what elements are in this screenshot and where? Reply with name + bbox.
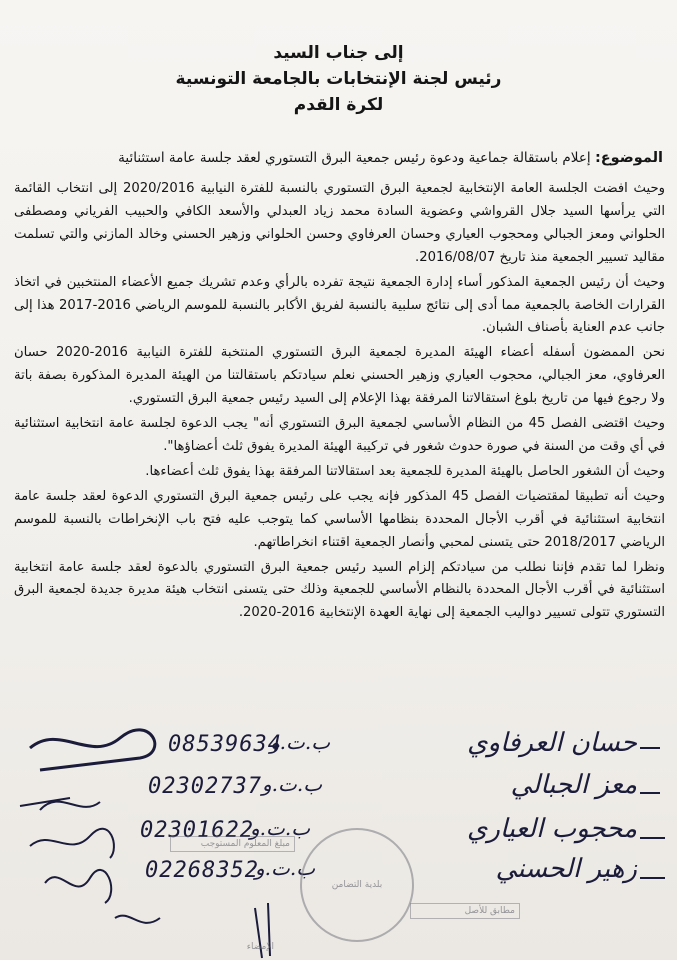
letter-body [14,178,665,627]
body-paragraph: وحيث أن رئيس الجمعية المذكور أساء إدارة الجمعية نتيجة تفرده بالرأي وعدم تشريك جميع الأعضاء المنتخبين في اتخاذ القرارات الخاصة بالجمعية مما أدى إلى نتائج سلبية بالنسبة لفريق الأكابر بالنسبة للموسم الرياضي 2016-2017 هذا إلى جانب عدم العناية بأصناف الشبان. [14,274,665,336]
legalization-stamp [170,836,295,852]
subject-line [20,148,663,168]
body-paragraph: وحيث أن الشغور الحاصل بالهيئة المديرة للجمعية بعد استقالاتنا المرفقة بهذا يفوق ثلث أعضاءها. [145,463,665,479]
signatory-id-label: ب.ت.و [270,730,331,754]
stamp-text: الإمضاء [246,942,274,952]
certified-stamp [410,903,520,919]
signatory-name: محجوب العياري [466,814,637,844]
signatory-id-number: 02268352 [145,858,259,883]
subject-label: الموضوع: [594,150,663,166]
signature-label-stamp [225,940,278,954]
subject-text: إعلام باستقالة جماعية ودعوة رئيس جمعية البرق التستوري لعقد جلسة عامة استثنائية [118,150,591,166]
body-paragraph: وحيث أنه تطبيقا لمقتضيات الفصل 45 المذكور فإنه يجب على رئيس جمعية البرق التستوري الدعوة لعقد جلسة عامة انتخابية استثنائية في أقرب الأجال المحددة بنظامها الأساسي كما يتوجب عليه فتح باب الإنخراطات بالنسبة للموسم الرياضي 2018/2017 حتى يتسنى لمحبي وأنصار الجمعية اقتناء انخراطاتهم. [14,488,665,550]
municipality-stamp [300,828,414,942]
body-paragraph: وحيث اقتضى الفصل 45 من النظام الأساسي لجمعية البرق التستوري أنه" يجب الدعوة لجلسة عامة انتخابية استثنائية في أي وقت من السنة في صورة حدوث شغور في تركيبة الهيئة المديرة يفوق ثلث أعضاؤها". [14,416,665,454]
signatory-id-number: 02301622 [140,818,254,843]
signatory-id-label: ب.ت.و [250,816,311,840]
signatory-row [0,770,677,810]
header-line-3: لكرة القدم [293,95,384,115]
signatory-id-label: ب.ت.و [262,772,323,796]
header-line-2: رئيس لجنة الإنتخابات بالجامعة التونسية [175,69,502,89]
signatures-block [0,718,677,960]
stamp-text: بلدية التضامن [331,880,383,890]
body-paragraph: وحيث افضت الجلسة العامة الإنتخابية لجمعية البرق التستوري بالنسبة للفترة النيابية 2020/2016 إلى انتخاب القائمة التي يرأسها السيد جلال القرواشي وعضوية السادة محمد زياد العبدلي والأسعد الكافي والحبيب الفرياني ومصطفى الحلواني ومعز الجبالي ومحجوب العياري وحسان العرفاوي وحسن الحلواني وزهير الحسني وخالد المازني والتي تسلمت مقاليد تسيير الجمعية منذ تاريخ 2016/08/07. [14,181,665,265]
body-paragraph: ونظرا لما تقدم فإننا نطلب من سيادتكم إلزام السيد رئيس جمعية البرق التستوري بالدعوة لعقد جلسة عامة انتخابية استثنائية في أقرب الأجال المحددة بالنظام الأساسي للجمعية وذلك حتى يتسنى انتخاب هيئة مديرة جديدة لجمعية البرق التستوري تتولى تسيير دواليب الجمعية إلى نهاية العهدة الإنتخابية 2016-2020. [14,559,665,621]
signatory-id-number: 02302737 [148,774,262,799]
signatory-id-label: ب.ت.و [255,856,316,880]
signature-scribble-5 [115,916,160,923]
signatory-row [0,728,677,768]
signatory-name: حسان العرفاوي [467,728,637,758]
signatory-name: زهير الحسني [495,854,637,884]
signatory-id-number: 08539634 [168,732,282,757]
stamp-text: مطابق للأصل [464,906,515,916]
header-line-1: إلى جناب السيد [273,43,404,63]
signatory-name: معز الجبالي [510,770,637,800]
letter-header [0,40,677,118]
body-paragraph: نحن الممضون أسفله أعضاء الهيئة المديرة لجمعية البرق التستوري المنتخبة للفترة النيابية 2016-2020 حسان العرفاوي، معز الجبالي، محجوب العياري وزهير الحسني نعلم سيادتكم باستقالتنا من الهيئة المديرة المذكورة بصفة باتة ولا رجوع فيها من تاريخ بلوغ استقالاتنا المرفقة بهذا الإعلام إلى السيد رئيس جمعية البرق التستوري. [14,345,666,407]
stamp-text: مبلغ المعلوم المستوجب [200,839,290,849]
